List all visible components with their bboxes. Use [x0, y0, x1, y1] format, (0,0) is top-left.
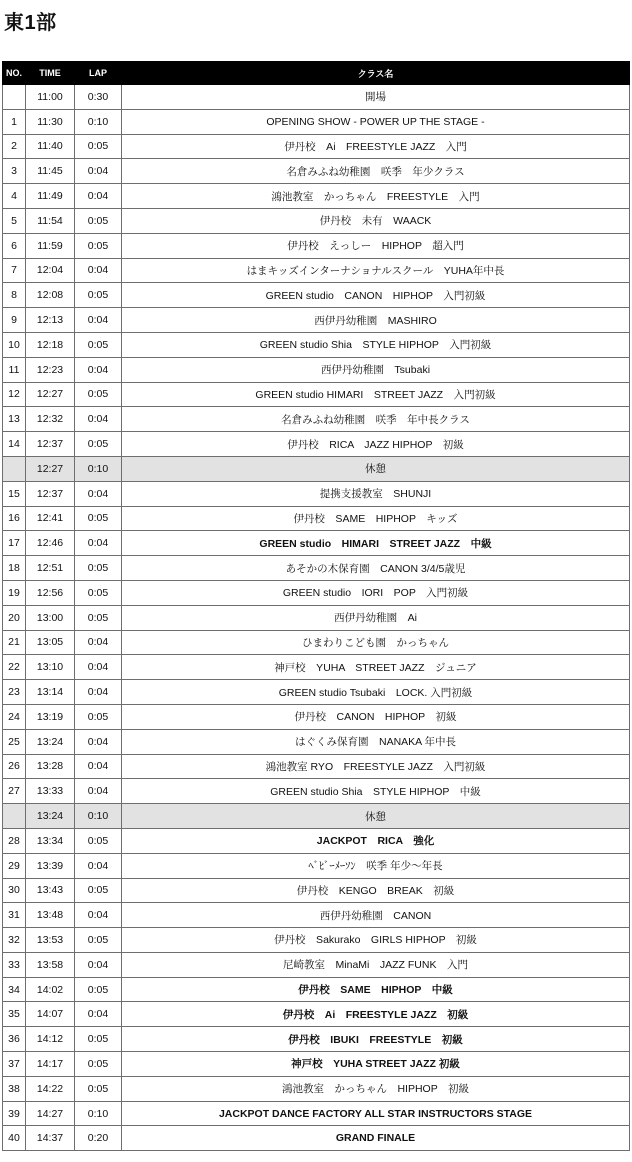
cell-no: 10	[3, 332, 26, 357]
cell-time: 14:07	[26, 1002, 75, 1027]
cell-no: 14	[3, 432, 26, 457]
table-row	[3, 754, 630, 779]
cell-class-name: 休憩	[122, 804, 630, 829]
cell-time: 13:33	[26, 779, 75, 804]
cell-time: 12:08	[26, 283, 75, 308]
schedule-table	[2, 61, 630, 1151]
cell-class-name: 伊丹校 えっしー HIPHOP 超入門	[122, 233, 630, 258]
cell-no	[3, 456, 26, 481]
table-row	[3, 481, 630, 506]
cell-time: 13:58	[26, 952, 75, 977]
cell-lap: 0:05	[75, 977, 122, 1002]
cell-time: 11:40	[26, 134, 75, 159]
cell-lap: 0:05	[75, 134, 122, 159]
cell-time: 11:00	[26, 85, 75, 110]
cell-time: 14:17	[26, 1052, 75, 1077]
cell-time: 13:28	[26, 754, 75, 779]
cell-no: 16	[3, 506, 26, 531]
cell-lap: 0:04	[75, 903, 122, 928]
cell-lap: 0:04	[75, 729, 122, 754]
cell-lap: 0:10	[75, 109, 122, 134]
cell-class-name: 伊丹校 CANON HIPHOP 初級	[122, 704, 630, 729]
cell-class-name: 鴻池教室 RYO FREESTYLE JAZZ 入門初級	[122, 754, 630, 779]
cell-no: 1	[3, 109, 26, 134]
cell-lap: 0:05	[75, 704, 122, 729]
table-row	[3, 382, 630, 407]
cell-time: 12:37	[26, 481, 75, 506]
cell-class-name: 尼崎教室 MinaMi JAZZ FUNK 入門	[122, 952, 630, 977]
cell-time: 13:24	[26, 729, 75, 754]
table-row	[3, 680, 630, 705]
cell-lap: 0:04	[75, 630, 122, 655]
cell-no: 36	[3, 1027, 26, 1052]
cell-class-name: 伊丹校 IBUKI FREESTYLE 初級	[122, 1027, 630, 1052]
cell-time: 13:53	[26, 928, 75, 953]
cell-class-name: GRAND FINALE	[122, 1126, 630, 1151]
cell-class-name: はまキッズインターナショナルスクール YUHA年中長	[122, 258, 630, 283]
cell-no: 20	[3, 605, 26, 630]
table-row	[3, 134, 630, 159]
cell-no: 13	[3, 407, 26, 432]
cell-class-name: GREEN studio Shia STYLE HIPHOP 中級	[122, 779, 630, 804]
cell-no: 2	[3, 134, 26, 159]
cell-class-name: 西伊丹幼稚園 Ai	[122, 605, 630, 630]
table-row	[3, 1126, 630, 1151]
cell-no: 15	[3, 481, 26, 506]
cell-time: 12:51	[26, 556, 75, 581]
table-row	[3, 977, 630, 1002]
cell-time: 14:27	[26, 1101, 75, 1126]
table-row	[3, 208, 630, 233]
cell-lap: 0:05	[75, 605, 122, 630]
table-row	[3, 729, 630, 754]
cell-class-name: 伊丹校 RICA JAZZ HIPHOP 初級	[122, 432, 630, 457]
cell-time: 14:12	[26, 1027, 75, 1052]
cell-class-name: 西伊丹幼稚園 CANON	[122, 903, 630, 928]
table-row	[3, 258, 630, 283]
cell-class-name: 西伊丹幼稚園 MASHIRO	[122, 308, 630, 333]
cell-no: 26	[3, 754, 26, 779]
table-row	[3, 233, 630, 258]
cell-class-name: GREEN studio CANON HIPHOP 入門初級	[122, 283, 630, 308]
cell-lap: 0:05	[75, 580, 122, 605]
cell-class-name: 開場	[122, 85, 630, 110]
table-row	[3, 1027, 630, 1052]
cell-time: 12:27	[26, 456, 75, 481]
cell-class-name: GREEN studio HIMARI STREET JAZZ 入門初級	[122, 382, 630, 407]
cell-class-name: 伊丹校 SAME HIPHOP 中級	[122, 977, 630, 1002]
table-row	[3, 1002, 630, 1027]
cell-class-name: GREEN studio Tsubaki LOCK. 入門初級	[122, 680, 630, 705]
cell-no: 37	[3, 1052, 26, 1077]
table-row	[3, 878, 630, 903]
table-row	[3, 283, 630, 308]
cell-time: 14:22	[26, 1076, 75, 1101]
cell-no: 3	[3, 159, 26, 184]
cell-no: 4	[3, 184, 26, 209]
cell-lap: 0:30	[75, 85, 122, 110]
cell-no: 11	[3, 357, 26, 382]
cell-lap: 0:05	[75, 208, 122, 233]
table-row	[3, 952, 630, 977]
cell-no: 38	[3, 1076, 26, 1101]
cell-class-name: OPENING SHOW - POWER UP THE STAGE -	[122, 109, 630, 134]
cell-time: 12:37	[26, 432, 75, 457]
cell-time: 12:18	[26, 332, 75, 357]
cell-time: 13:43	[26, 878, 75, 903]
cell-no: 12	[3, 382, 26, 407]
cell-lap: 0:04	[75, 407, 122, 432]
table-row	[3, 308, 630, 333]
cell-lap: 0:04	[75, 1002, 122, 1027]
cell-lap: 0:05	[75, 928, 122, 953]
cell-time: 12:04	[26, 258, 75, 283]
cell-no: 33	[3, 952, 26, 977]
header-no: NO.	[3, 62, 26, 85]
cell-lap: 0:05	[75, 283, 122, 308]
cell-class-name: 名倉みふね幼稚園 咲季 年中長クラス	[122, 407, 630, 432]
table-row	[3, 655, 630, 680]
cell-lap: 0:05	[75, 828, 122, 853]
cell-lap: 0:04	[75, 531, 122, 556]
table-row	[3, 506, 630, 531]
cell-class-name: 伊丹校 Ai FREESTYLE JAZZ 入門	[122, 134, 630, 159]
table-row	[3, 407, 630, 432]
cell-time: 13:34	[26, 828, 75, 853]
cell-no: 24	[3, 704, 26, 729]
cell-no: 19	[3, 580, 26, 605]
cell-no	[3, 804, 26, 829]
table-row	[3, 1076, 630, 1101]
cell-lap: 0:04	[75, 680, 122, 705]
cell-lap: 0:10	[75, 456, 122, 481]
cell-lap: 0:04	[75, 258, 122, 283]
table-row	[3, 704, 630, 729]
cell-time: 12:32	[26, 407, 75, 432]
cell-no: 21	[3, 630, 26, 655]
cell-no: 6	[3, 233, 26, 258]
cell-no: 9	[3, 308, 26, 333]
cell-class-name: 伊丹校 Ai FREESTYLE JAZZ 初級	[122, 1002, 630, 1027]
cell-lap: 0:04	[75, 308, 122, 333]
table-row	[3, 332, 630, 357]
cell-lap: 0:05	[75, 1076, 122, 1101]
cell-class-name: はぐくみ保育園 NANAKA 年中長	[122, 729, 630, 754]
table-row	[3, 630, 630, 655]
table-row	[3, 109, 630, 134]
cell-no: 34	[3, 977, 26, 1002]
cell-time: 12:23	[26, 357, 75, 382]
cell-no: 5	[3, 208, 26, 233]
cell-no: 29	[3, 853, 26, 878]
table-row	[3, 903, 630, 928]
cell-class-name: 神戸校 YUHA STREET JAZZ ジュニア	[122, 655, 630, 680]
cell-no: 17	[3, 531, 26, 556]
cell-no: 32	[3, 928, 26, 953]
table-row	[3, 1052, 630, 1077]
cell-no: 23	[3, 680, 26, 705]
cell-lap: 0:04	[75, 655, 122, 680]
cell-class-name: 鴻池教室 かっちゃん FREESTYLE 入門	[122, 184, 630, 209]
cell-class-name: 提携支援教室 SHUNJI	[122, 481, 630, 506]
cell-lap: 0:05	[75, 233, 122, 258]
cell-time: 13:48	[26, 903, 75, 928]
cell-no	[3, 85, 26, 110]
cell-time: 13:14	[26, 680, 75, 705]
cell-class-name: 鴻池教室 かっちゃん HIPHOP 初級	[122, 1076, 630, 1101]
cell-time: 12:13	[26, 308, 75, 333]
cell-no: 25	[3, 729, 26, 754]
schedule-body	[3, 85, 630, 1151]
header-lap: LAP	[75, 62, 122, 85]
cell-class-name: 神戸校 YUHA STREET JAZZ 初級	[122, 1052, 630, 1077]
cell-time: 12:46	[26, 531, 75, 556]
cell-class-name: GREEN studio HIMARI STREET JAZZ 中級	[122, 531, 630, 556]
cell-lap: 0:04	[75, 481, 122, 506]
table-row	[3, 605, 630, 630]
cell-lap: 0:05	[75, 1027, 122, 1052]
table-row-break	[3, 456, 630, 481]
cell-lap: 0:10	[75, 804, 122, 829]
table-row	[3, 1101, 630, 1126]
cell-time: 14:02	[26, 977, 75, 1002]
cell-no: 39	[3, 1101, 26, 1126]
cell-no: 35	[3, 1002, 26, 1027]
table-row	[3, 928, 630, 953]
cell-time: 13:05	[26, 630, 75, 655]
cell-time: 13:19	[26, 704, 75, 729]
cell-no: 22	[3, 655, 26, 680]
cell-time: 14:37	[26, 1126, 75, 1151]
cell-no: 18	[3, 556, 26, 581]
table-row	[3, 779, 630, 804]
cell-lap: 0:04	[75, 159, 122, 184]
cell-lap: 0:05	[75, 332, 122, 357]
page-title: 東1部	[4, 12, 57, 34]
table-row	[3, 556, 630, 581]
cell-no: 31	[3, 903, 26, 928]
table-row	[3, 85, 630, 110]
header-class-name: クラス名	[122, 62, 630, 85]
cell-time: 13:00	[26, 605, 75, 630]
cell-lap: 0:05	[75, 556, 122, 581]
cell-time: 12:41	[26, 506, 75, 531]
cell-class-name: 伊丹校 Sakurako GIRLS HIPHOP 初級	[122, 928, 630, 953]
cell-class-name: 西伊丹幼稚園 Tsubaki	[122, 357, 630, 382]
cell-time: 11:49	[26, 184, 75, 209]
cell-lap: 0:04	[75, 754, 122, 779]
table-row-break	[3, 804, 630, 829]
cell-no: 8	[3, 283, 26, 308]
cell-time: 13:39	[26, 853, 75, 878]
table-row	[3, 853, 630, 878]
cell-class-name: 伊丹校 SAME HIPHOP キッズ	[122, 506, 630, 531]
cell-time: 12:56	[26, 580, 75, 605]
cell-time: 11:45	[26, 159, 75, 184]
cell-class-name: JACKPOT RICA 強化	[122, 828, 630, 853]
cell-class-name: ﾍﾞﾋﾞｰﾒｰｿﾝ 咲季 年少〜年長	[122, 853, 630, 878]
table-row	[3, 357, 630, 382]
table-row	[3, 432, 630, 457]
cell-time: 11:54	[26, 208, 75, 233]
table-row	[3, 828, 630, 853]
table-header-row	[3, 62, 630, 85]
cell-no: 30	[3, 878, 26, 903]
cell-no: 28	[3, 828, 26, 853]
cell-class-name: 伊丹校 未有 WAACK	[122, 208, 630, 233]
cell-no: 27	[3, 779, 26, 804]
cell-time: 13:24	[26, 804, 75, 829]
cell-lap: 0:20	[75, 1126, 122, 1151]
cell-class-name: 名倉みふね幼稚園 咲季 年少クラス	[122, 159, 630, 184]
cell-lap: 0:04	[75, 184, 122, 209]
cell-time: 13:10	[26, 655, 75, 680]
cell-lap: 0:04	[75, 952, 122, 977]
cell-class-name: 休憩	[122, 456, 630, 481]
cell-class-name: ひまわりこども園 かっちゃん	[122, 630, 630, 655]
cell-lap: 0:10	[75, 1101, 122, 1126]
cell-lap: 0:04	[75, 853, 122, 878]
cell-no: 7	[3, 258, 26, 283]
cell-lap: 0:05	[75, 432, 122, 457]
cell-time: 11:30	[26, 109, 75, 134]
cell-lap: 0:04	[75, 357, 122, 382]
cell-class-name: 伊丹校 KENGO BREAK 初級	[122, 878, 630, 903]
header-time: TIME	[26, 62, 75, 85]
cell-class-name: JACKPOT DANCE FACTORY ALL STAR INSTRUCTORS STAGE	[122, 1101, 630, 1126]
cell-class-name: あそかの木保育園 CANON 3/4/5歳児	[122, 556, 630, 581]
cell-time: 12:27	[26, 382, 75, 407]
cell-lap: 0:05	[75, 382, 122, 407]
cell-lap: 0:05	[75, 1052, 122, 1077]
table-row	[3, 580, 630, 605]
table-row	[3, 184, 630, 209]
cell-lap: 0:04	[75, 779, 122, 804]
cell-class-name: GREEN studio Shia STYLE HIPHOP 入門初級	[122, 332, 630, 357]
cell-lap: 0:05	[75, 878, 122, 903]
cell-no: 40	[3, 1126, 26, 1151]
table-row	[3, 159, 630, 184]
cell-time: 11:59	[26, 233, 75, 258]
cell-lap: 0:05	[75, 506, 122, 531]
cell-class-name: GREEN studio IORI POP 入門初級	[122, 580, 630, 605]
table-row	[3, 531, 630, 556]
